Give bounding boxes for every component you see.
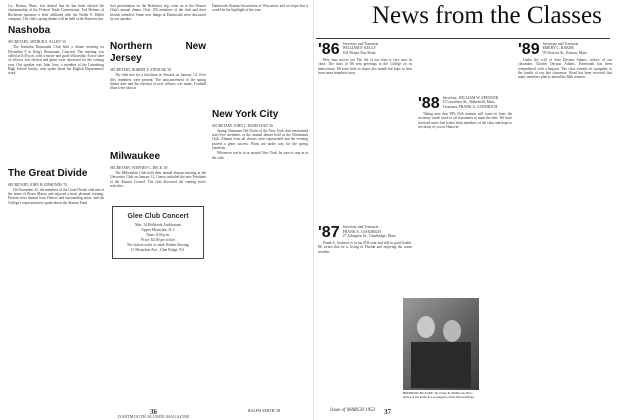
box-line: 11 Montclair Ave., Glen Ridge, N.J. <box>130 248 186 253</box>
section-title: Northern New Jersey <box>110 41 206 65</box>
section-body: The club met for a luncheon in Newark on January 14. Over fifty members were present. The announcement of the spring dinner date and the election of new officers was made. Football films were shown. <box>110 73 206 91</box>
left-page-magazine: DARTMOUTH ALUMNI MAGAZINE <box>118 414 190 419</box>
glee-club-box <box>112 206 204 259</box>
right-page-number: 37 <box>384 408 391 416</box>
right-column-2 <box>418 42 512 292</box>
box-line: Time: 8:30 p.m. <box>145 233 171 238</box>
section-body: On November 22, the members of the Great Divide club met at the home of Bruce Mason and enjoyed a most pleasant evening. Present were alumni from Denver and surrounding areas, and the College's representatives spoke about the Alumni Fund. <box>8 187 104 205</box>
class-header: Secretary and Treasurer FRANK A. GOODRICH 27 Arlington St., Cambridge, Mass. <box>342 225 397 238</box>
section-meta: SECRETARY, STEPHEN C. BECK '49 <box>110 165 168 170</box>
right-column-1 <box>318 42 412 402</box>
section-title: Milwaukee <box>110 150 161 162</box>
column-intro: Ca., Boston, Mass., has denied that he has been offered the chairmanship of the Federal Trade Commission. Ted Holmes of Rochester sponsors a brief affiliated with the Walter E. Heller company. The club's spring dinner will be held at the Hanover Inn. <box>8 4 104 21</box>
photo-figure <box>411 342 471 388</box>
left-page-author: RALPH SMITH '38 <box>248 408 281 413</box>
left-page-number: 36 <box>150 408 157 416</box>
right-page-issue: Issue of MARCH 1953 <box>330 408 376 413</box>
class-body: Taking note that '88's 65th reunion will come in June, the secretary sends word to all classmates to mark the date. We have received some fine letters from members of the class and hope to see many of you in Hanover. <box>418 112 512 129</box>
section-body: The Milwaukee Club held their annual alumni meeting at the University Club on January 12. Guests included the new President of the Alumni Council. The club discussed the coming year's activities. <box>110 170 206 188</box>
column-intro: Dartmouth Alumni Association of Wisconsin, and we hope that it would be the highlight of the year. <box>212 4 308 13</box>
box-line: Mar. 14 Holbrook Auditorium <box>135 223 181 228</box>
section-meta: SECRETARY, JOHN H. EDMONDS '53 <box>8 182 68 187</box>
photo-figure <box>443 320 461 342</box>
class-entry <box>418 96 512 129</box>
class-header: Secretary, WILLIAM W. SPENCER 15 Lawrence St., Wakefield, Mass. Treasurer, FRANK A. GOODRICH <box>442 96 499 109</box>
box-line: Price: $2.00 per ticket <box>141 238 175 243</box>
class-year: '88 <box>418 95 440 112</box>
class-year: '87 <box>318 224 340 242</box>
class-body: Under the will of Sara Decatur Adams, widow of our classmate, Charles Decatur Adams, Dartmouth has been remembered with a bequest. The class extends its sympathy to the family of our late classmate. Word has been received that many members plan to attend the 64th reunion. <box>518 58 612 80</box>
section-title: Nashoba <box>8 25 51 37</box>
class-header: Secretary and Treasurer WILLIAM P. KELLY 104 Mount Ray Road <box>342 42 379 55</box>
left-column-2 <box>110 4 206 399</box>
masthead-rule <box>316 38 610 39</box>
section-body: Spring Chairman Ted Doyle of the New York club entertained sixty-five members at the annual dinner held at the Dartmouth Club. Alumni from all classes were represented and the evening proved a great success. Plans are under way for the spring luncheon. <box>212 128 308 151</box>
section-meta: SECRETARY, ARTHUR E. ALLEN '35 <box>8 40 66 45</box>
class-body: Frank A. Andrews is in his 87th year and still in good health. He writes that he is living in Florida and enjoying the warm weather. <box>318 241 412 254</box>
left-column-1 <box>8 4 104 399</box>
class-entry <box>318 42 412 75</box>
photo-caption: BIRTHDAY PICTURE: Dr. Edgar R. Phillbrook '86 is shown at his home in Los Angeles on his 92nd birthday. <box>403 391 475 399</box>
class-body: How time moves on! The life of our class is very near its close. The class of '86 sent greetings to the College on its anniversary. We have little to report this month but hope to hear from more members soon. <box>318 58 412 75</box>
class-entry <box>518 42 612 79</box>
section-title: New York City <box>212 108 279 120</box>
right-column-3 <box>518 42 612 402</box>
section-meta: SECRETARY, ROBERT F. STROUSE '29 <box>110 68 172 73</box>
birthday-photo <box>403 298 479 390</box>
section-title: The Great Divide <box>8 167 88 179</box>
class-year: '86 <box>318 42 340 58</box>
left-column-3 <box>212 4 308 399</box>
page-gutter <box>313 0 314 420</box>
column-intro: first presentation on the Reference trip, went on to the Denver Club's annual dinner. Over 150 members of the club and their friends attended. Some new things at Dartmouth were discussed by our speaker. <box>110 4 206 21</box>
box-title: Glee Club Concert <box>127 213 189 221</box>
class-entry <box>318 225 412 254</box>
box-line: Upper Montclair, N.J. <box>141 228 175 233</box>
photo-figure <box>417 316 435 338</box>
box-line: For tickets write or send: Robert Koenig <box>127 243 189 248</box>
column-closing: Whenever you're in or around New York, be sure to stop in at the club. <box>212 151 308 160</box>
class-header: Secretary and Treasurer EMERY C. BAKER 95 Wolcott St., Boston, Mass. <box>542 42 588 55</box>
section-body: The Nashoba Dartmouth Club held a dinner meeting on December 9 at King's Restaurant, Concord. The meeting was called at 6:30 p.m. with a movie and good fellowship. A new slate of officers was elected and plans were discussed for the coming year. Our speaker was John Jerry, a member of the Lunenburg High School faculty, who spoke about the English Department's work. <box>8 45 104 76</box>
section-meta: SECRETARY, JOHN C. BUMSTEAD '36 <box>212 123 273 128</box>
page-masthead: News from the Classes <box>372 2 602 29</box>
class-year: '89 <box>518 42 540 58</box>
